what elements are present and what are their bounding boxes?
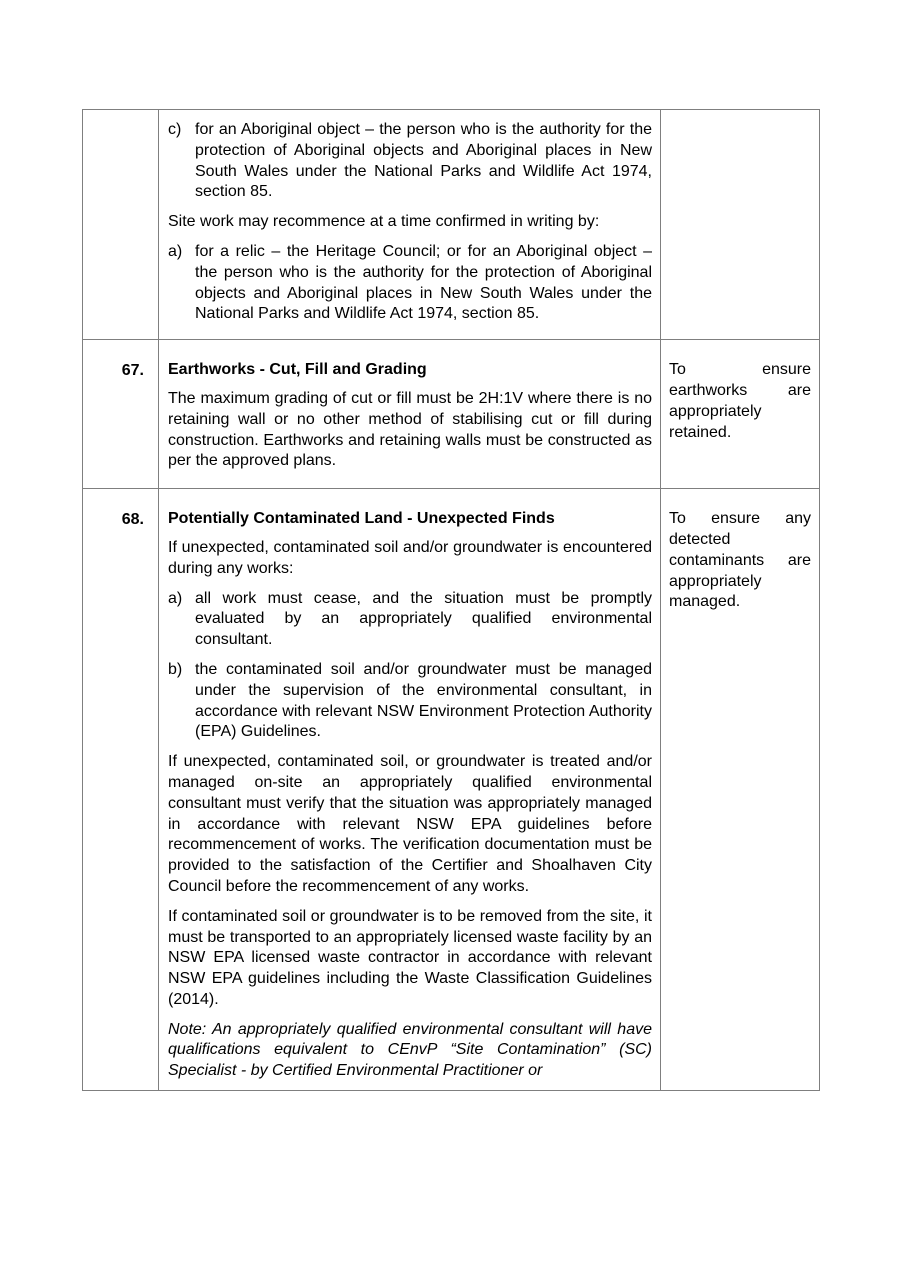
- condition-heading: Potentially Contaminated Land - Unexpected Finds: [168, 510, 555, 528]
- condition-number: 68.: [83, 489, 159, 1091]
- list-item-text: the contaminated soil and/or groundwater must be managed under the supervision of the environmental consultant, in accordance with relevant NSW Environment Protection Authority (EPA) Guidelines.: [195, 660, 652, 741]
- list-item: [168, 660, 652, 743]
- condition-paragraph: Site work may recommence at a time confirmed in writing by:: [168, 213, 600, 231]
- condition-paragraph: The maximum grading of cut or fill must be 2H:1V where there is no retaining wall or no other method of stabilising cut or fill during construction. Earthworks and retaining walls must be constructed as per the approved plans.: [168, 389, 652, 470]
- condition-number: [83, 110, 159, 340]
- list-item-text: for a relic – the Heritage Council; or for an Aboriginal object – the person who is the authority for the protection of Aboriginal objects and Aboriginal places in New South Wales under the National Parks and Wildlife Act 1974, section 85.: [195, 242, 652, 323]
- condition-text: [159, 489, 661, 1091]
- list-marker: a): [168, 242, 183, 260]
- list-item-text: all work must cease, and the situation must be promptly evaluated by an appropriately qualified environmental consultant.: [195, 589, 652, 649]
- list-item-text: for an Aboriginal object – the person who is the authority for the protection of Aboriginal objects and Aboriginal places in New South Wales under the National Parks and Wildlife Act 1974, section 85.: [195, 121, 652, 201]
- condition-row-67: [83, 340, 820, 489]
- condition-reason: [661, 110, 820, 340]
- condition-heading: Earthworks - Cut, Fill and Grading: [168, 361, 427, 379]
- condition-reason: To ensure earthworks are appropriately retained.: [669, 361, 811, 441]
- list-marker: b): [168, 660, 183, 678]
- conditions-table: [82, 109, 820, 1091]
- condition-paragraph: If contaminated soil or groundwater is to be removed from the site, it must be transported to an appropriately licensed waste facility by an NSW EPA licensed waste contractor in accordance with relevant NSW EPA guidelines including the Waste Classification Guidelines (2014).: [168, 907, 652, 1008]
- list-item: [168, 589, 652, 651]
- condition-row-68: [83, 489, 820, 1091]
- condition-reason: To ensure any detected contaminants are appropriately managed.: [669, 510, 811, 611]
- list-item: [168, 120, 652, 203]
- condition-reason-cell: [661, 489, 820, 1091]
- condition-intro: If unexpected, contaminated soil and/or groundwater is encountered during any works:: [168, 538, 652, 577]
- condition-number: 67.: [83, 340, 159, 489]
- condition-note: Note: An appropriately qualified environmental consultant will have qualifications equivalent to CEnvP “Site Contamination” (SC) Specialist - by Certified Environmental Practitioner or: [168, 1020, 652, 1080]
- condition-reason-cell: [661, 340, 820, 489]
- list-marker: a): [168, 589, 183, 607]
- condition-text: [159, 110, 661, 340]
- list-marker: c): [168, 121, 182, 138]
- condition-paragraph: If unexpected, contaminated soil, or groundwater is treated and/or managed on-site an appropriately qualified environmental consultant must verify that the situation was appropriately managed in accordance with relevant NSW EPA guidelines before recommencement of works. The verification documentation must be provided to the satisfaction of the Certifier and Shoalhaven City Council before the recommencement of any works.: [168, 753, 652, 895]
- condition-row-continued: [83, 110, 820, 340]
- condition-text: [159, 340, 661, 489]
- list-item: [168, 242, 652, 325]
